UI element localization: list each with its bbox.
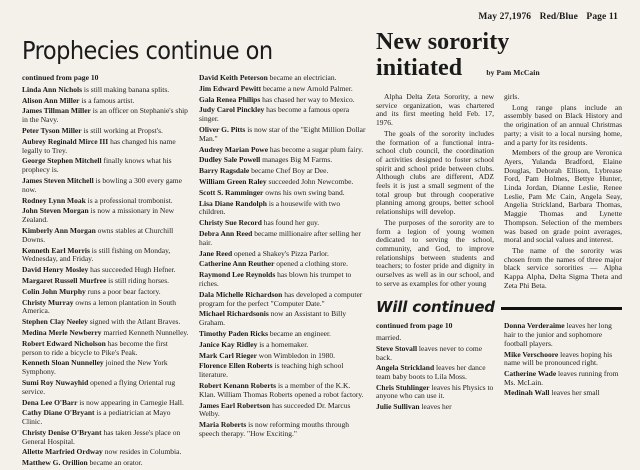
prophecy-entry [22,379,189,397]
will-entry-name: Catherine Wade [504,368,557,378]
prophecy-entry-name: Linda Ann Nichols [22,84,83,94]
prophecy-entry-name: Catherine Ann Reuther [199,259,275,269]
prophecies-column-1 [22,74,189,470]
prophecy-entry-text: is a pediatrician at Mayo Clinic. [22,408,171,427]
prophecy-entry [199,421,366,439]
prophecy-entry-name: George Stephen Mitchell [22,156,102,166]
sorority-headline-line-2: initiated [376,55,463,81]
prophecy-entry [199,219,366,228]
page-number: Page 11 [586,12,618,22]
prophecy-entry [199,126,366,144]
prophecy-entry [199,310,366,328]
prophecy-entry-name: Florence Ellen Roberts [199,361,273,371]
prophecy-entry-name: Audrey Marian Powe [199,144,269,154]
prophecy-entry [22,340,189,358]
prophecy-entry-name: Christy Denise O'Bryant [22,427,102,437]
prophecy-entry-name: Gala Renea Philips [199,94,261,104]
prophecy-entry-text: married Kenneth Nunnelley. [101,327,189,337]
will-entry-name: Mike Verschoore [504,349,559,359]
will-entry-text: leaves running from Ms. McLain. [504,368,619,387]
will-entry-text: leaves never to come back. [376,343,483,362]
prophecy-entry-text: owns his own swing band. [263,187,345,197]
prophecy-entry [22,329,189,338]
prophecy-entry-name: Timothy Paden Ricks [199,328,269,338]
prophecy-entry [22,127,189,136]
sorority-headline-line-1: New sorority [376,29,510,55]
prophecy-entry [22,138,189,156]
prophecy-entry-text: is a housewife with two children. [199,198,341,217]
prophecy-entry-text: owns a lemon plantation in South America. [22,297,176,316]
sorority-columns [376,93,622,292]
prophecies-article [22,30,366,468]
prophecy-entry [22,399,189,408]
sorority-paragraph: The purposes of the sorority are to form a legion of young women dedicated to serving the school, community, and God, to improve relationships between students and teachers; to foster pride and dignity in ourselves as well as in our school, and to serve as examples for other young [376,217,494,288]
prophecy-entry-text: is an officer on Stephanie's ship in the Navy. [22,106,188,125]
prophecy-entry-text: manages Big M Farms. [260,155,333,165]
prophecy-entry-text: is still working at Propst's. [81,125,163,135]
prophecy-entry-name: Debra Ann Reed [199,228,253,238]
prophecy-entry-text: has become a sugar plum fairy. [268,144,364,154]
prophecy-entry-name: Margaret Russell Murfree [22,275,107,285]
prophecy-entry-name: Janice Kay Ridley [199,339,258,349]
prophecy-entry-text: opened a Shakey's Pizza Parlor. [232,248,329,258]
prophecy-entry [199,74,366,83]
byline: by Pam McCain [486,68,540,77]
prophecy-entry [22,157,189,175]
prophecy-entry-name: David Henry Mosley [22,265,89,275]
will-column-1 [376,322,494,413]
will-columns [376,322,622,413]
paper-name: Red/Blue [539,12,578,22]
prophecy-entry-text: owns stables at Churchill Downs. [22,225,174,244]
prophecy-entry [199,200,366,218]
prophecy-entry-name: Judy Carol Pinckley [199,105,265,115]
prophecy-entry-text: has blown his trumpet to riches. [199,270,352,288]
prophecy-entry-name: Alison Ann Miller [22,95,80,105]
will-entry-text: leaves her long hair to the junior and sophomore football players. [504,321,612,348]
prophecy-entry-name: Maria Roberts [199,420,247,430]
prophecy-entry-name: Mark Carl Rieger [199,350,257,360]
prophecy-entry-name: Dena Lee O'Barr [22,397,78,407]
prophecy-entry-text: became Chef Boy ar Dee. [249,166,329,176]
prophecy-entry-text: is a famous artist. [79,95,135,105]
sorority-paragraph: girls. [504,92,520,101]
prophecy-entry [199,156,366,165]
prophecy-entry-name: David Keith Peterson [199,73,268,82]
will-entry-name: Steve Stovall [376,343,418,353]
prophecy-entry [199,178,366,187]
prophecy-entry [199,106,366,124]
prophecy-entry [22,299,189,317]
prophecy-entry-name: Jim Edward Pewitt [199,83,262,93]
will-entry [376,364,494,381]
prophecy-entry [199,291,366,309]
prophecies-column-2 [199,74,366,470]
prophecy-entry [22,247,189,265]
prophecy-entry-text: is bowling a 300 every game now. [22,175,182,194]
prophecy-entry-name: Raymond Lee Reynolds [199,270,276,280]
prophecy-entry [22,359,189,377]
prophecy-entry [199,230,366,248]
prophecy-entry-text: has become a famous opera singer. [199,105,350,124]
prophecy-entry [22,288,189,297]
prophecy-entry [199,85,366,94]
prophecy-entry [22,197,189,206]
will-entry [504,322,622,348]
prophecy-entry-name: Robert Edward Nicholson [22,338,106,348]
will-entry [504,370,622,387]
will-entry [376,403,494,412]
prophecy-entry [199,146,366,155]
prophecy-entry-text: became an orator. [87,458,143,468]
prophecy-entry-name: Lisa Diane Randolph [199,198,267,208]
prophecy-entry-name: Kenneth Sloan Nunnelley [22,358,104,368]
prophecy-entry-text: joined the New York Symphony. [22,358,168,377]
prophecy-entry-name: Barry Ragsdale [199,166,250,176]
will-entry-text: leaves hoping his name will be pronounced right. [504,349,613,368]
prophecy-entry [22,207,189,225]
will-entry-text: leaves her [419,402,452,412]
will-entry-name: Chris Stuhlinger [376,382,430,392]
will-entry-name: Julie Sullivan [376,402,420,412]
prophecy-entry-text: has taken Jesse's place on General Hospital. [22,427,181,446]
prophecy-entry-text: has become the first person to ride a bicycle to Pike's Peak. [22,338,168,357]
prophecy-entry-text: became millionaire after selling her hair. [199,228,361,247]
prophecy-entry-text: is now star of the "Eight Million Dollar Man." [199,124,366,143]
prophecy-entry-name: Scott S. Ramminger [199,187,264,197]
sorority-paragraph: Alpha Delta Zeta Sorority, a new service organization, was chartered and its first meeting held Feb. 17, 1976. [376,92,494,128]
prophecy-entry [199,250,366,259]
dateline [472,12,618,22]
will-header [376,296,622,318]
prophecy-entry [22,277,189,286]
sorority-column-2 [504,93,622,292]
prophecy-entry [199,341,366,350]
prophecy-entry [199,352,366,361]
prophecy-entry [199,189,366,198]
will-entry-name: Angela Strickland [376,363,435,373]
prophecy-entry-name: Colin John Murphy [22,286,86,296]
prophecy-entry-text: has succeeded Hugh Hefner. [88,265,176,275]
prophecy-entry-text: is still riding horses. [106,275,169,285]
will-entry [376,345,494,362]
prophecy-entry-text: is teaching high school literature. [199,361,344,380]
prophecy-entry-text: finally knows what his prophecy is. [22,156,172,175]
prophecy-entry-name: Kimberly Ann Morgan [22,225,96,235]
will-entry-text: leaves her small [549,388,600,398]
prophecy-entry-text: now an Assistant to Billy Graham. [199,309,347,328]
prophecy-entry [22,266,189,275]
issue-date: May 27,1976 [478,12,532,22]
prophecy-entry-text: is now a missionary in New Zealand. [22,206,175,225]
prophecy-entry-text: opened a clothing store. [274,259,348,269]
prophecy-entry-name: Sumi Roy Nuwayhid [22,377,89,387]
prophecy-entry-text: became an electrician. [267,73,337,82]
sorority-column-1 [376,93,494,292]
prophecy-entry-name: Stephen Clay Neeley [22,317,88,327]
will-column-2 [504,322,622,413]
will-entry [504,351,622,368]
sorority-paragraph: Long range plans include an assembly based on Black History and the origination of an annual Christmas party; a visit to a local nursing home, and a party for its residents. [504,102,622,147]
prophecy-entry-text: has developed a computer program for the perfect "Computer Date." [199,289,363,308]
prophecy-entry [22,409,189,427]
prophecy-entry [199,362,366,380]
sorority-paragraph: The name of the sorority was chosen from the names of three major black service sororities — Alpha Kappa Alpha, Delta Sigma Theta and Zeta Phi Beta. [504,245,622,290]
prophecy-entry-name: Oliver G. Pitts [199,124,246,134]
sorority-headline [376,30,622,85]
prophecy-entry-name: Aubrey Reginald Mirce III [22,136,109,146]
prophecy-entry [22,86,189,95]
prophecy-entry-name: William Green Raley [199,176,267,186]
prophecy-entry-text: has chased her way to Mexico. [260,94,355,104]
prophecy-entry [22,107,189,125]
prophecy-entry-text: opened a flying Oriental rug service. [22,377,176,396]
prophecy-entry-text: is still making banana splits. [82,84,170,94]
prophecy-entry-name: Dala Michelle Richardson [199,289,283,299]
prophecy-entry-text: is now appearing in Carnegie Hall. [77,397,184,407]
prophecy-entry [199,402,366,420]
prophecy-entry-text: is a member of the K.K. Klan. William Thomas Roberts opened a robot factory. [199,380,364,399]
sorority-paragraph: Members of the group are Veronica Ayers, Yulanda Bradford, Elaine Douglas, Deborah Ellison, Lybrease Ford, Pam Holmes, Bettye Hunter, Linda Jordan, Dianne Leslie, Renee Leslie, Pam Mc Cain, Angela Seay, Angelia Strickland, Barbara Thomas, Maggie Thomas and Lynette Thompson. Selection of the members was based on grade point averages, moral and social values and interest. [504,148,622,245]
will-entry [504,389,622,398]
prophecy-entry-name: Jane Reed [199,248,233,258]
will-entry-text: married. [376,333,402,343]
prophecy-entry-text: has changed his name legally to Trey. [22,136,176,155]
prophecy-entry-name: Rodney Lynn Moak [22,195,86,205]
prophecy-entry-name: Dudley Sale Powell [199,155,261,165]
prophecy-entry-name: Christy Murray [22,297,74,307]
prophecy-entry-text: became a new Arnold Palmer. [261,83,353,93]
will-entry [376,384,494,401]
prophecy-entry-text: is now reforming mouths through speech therapy. "How Exciting." [199,420,349,438]
prophecy-entry-name: Matthew G. Orillion [22,458,88,468]
prophecy-entry-text: has succeeded Dr. Marcus Welby. [199,400,351,419]
prophecy-entry [22,459,189,468]
prophecy-entry-text: now resides in Columbia. [102,447,182,457]
prophecy-entry [22,177,189,195]
prophecy-entry [22,318,189,327]
prophecy-entry-name: Christy Sue Record [199,218,262,228]
prophecy-entry [199,382,366,400]
prophecy-entry-text: signed with the Atlant Braves. [87,317,181,327]
will-title-rule [501,307,622,310]
prophecies-headline: Prophecies continue on [22,36,273,65]
prophecy-entry-name: Robert Kenann Roberts [199,380,277,390]
prophecy-entry-name: Peter Tyson Miller [22,125,82,135]
prophecy-entry [199,260,366,269]
prophecy-entry-name: Michael Richardsonis [199,309,269,319]
prophecy-entry-name: Cathy Diane O'Bryant [22,408,95,418]
prophecy-entry [22,448,189,457]
will-entry [376,334,494,343]
prophecy-entry [199,330,366,339]
prophecy-entry-text: has found her guy. [261,218,320,228]
prophecy-entry-name: Kenneth Earl Morris [22,245,90,255]
prophecy-entry-text: is a homemaker. [257,339,309,349]
sorority-article [376,30,622,420]
prophecy-entry-name: James Tillman Miller [22,106,91,116]
prophecy-entry-text: succeeded John Newcombe. [266,176,354,186]
prophecy-entry-name: James Earl Robertson [199,400,271,410]
prophecy-entry [199,96,366,105]
will-title: Will continued [376,298,495,317]
prophecy-entry-name: John Steven Morgan [22,206,89,216]
will-entry-text: leaves his Physics to anyone who can use it. [376,382,494,401]
continued-from-line: continued from page 10 [22,73,99,82]
prophecy-entry [22,97,189,106]
prophecy-entry-text: won Wimbledon in 1980. [256,350,336,360]
prophecy-entry [199,271,366,289]
prophecy-entry-text: is a professional trombonist. [85,195,173,205]
prophecies-columns [22,74,366,470]
prophecy-entry [22,429,189,447]
prophecy-entry-text: is still fishing on Monday, Wednesday, and Friday. [22,245,171,264]
sorority-paragraph: The goals of the sorority includes the formation of a functional intra-school club council, the coordination of activities designed to foster school spirit and school pride between clubs. Although clubs are different, ADZ feels it is just a small segment of the total group but through cooperative planning among groups, better school relationships will develop. [376,128,494,217]
will-continued-from-line: continued from page 10 [376,321,453,331]
prophecy-entry-text: became an engineer. [268,328,331,338]
will-entry-text: leaves her dance team baby boots to Lila Moss. [376,363,486,381]
prophecy-entry-text: runs a poor bear factory. [85,286,161,296]
prophecy-entry-name: Medina Merle Newberry [22,327,102,337]
prophecy-entry [22,227,189,245]
prophecy-entry-name: James Steven Mitchell [22,175,94,185]
will-entry-name: Medinah Wall [504,388,550,398]
prophecy-entry-name: Allette Marfried Ordway [22,447,103,457]
prophecy-entry [199,167,366,176]
will-entry-name: Donna Verderaime [504,321,565,331]
